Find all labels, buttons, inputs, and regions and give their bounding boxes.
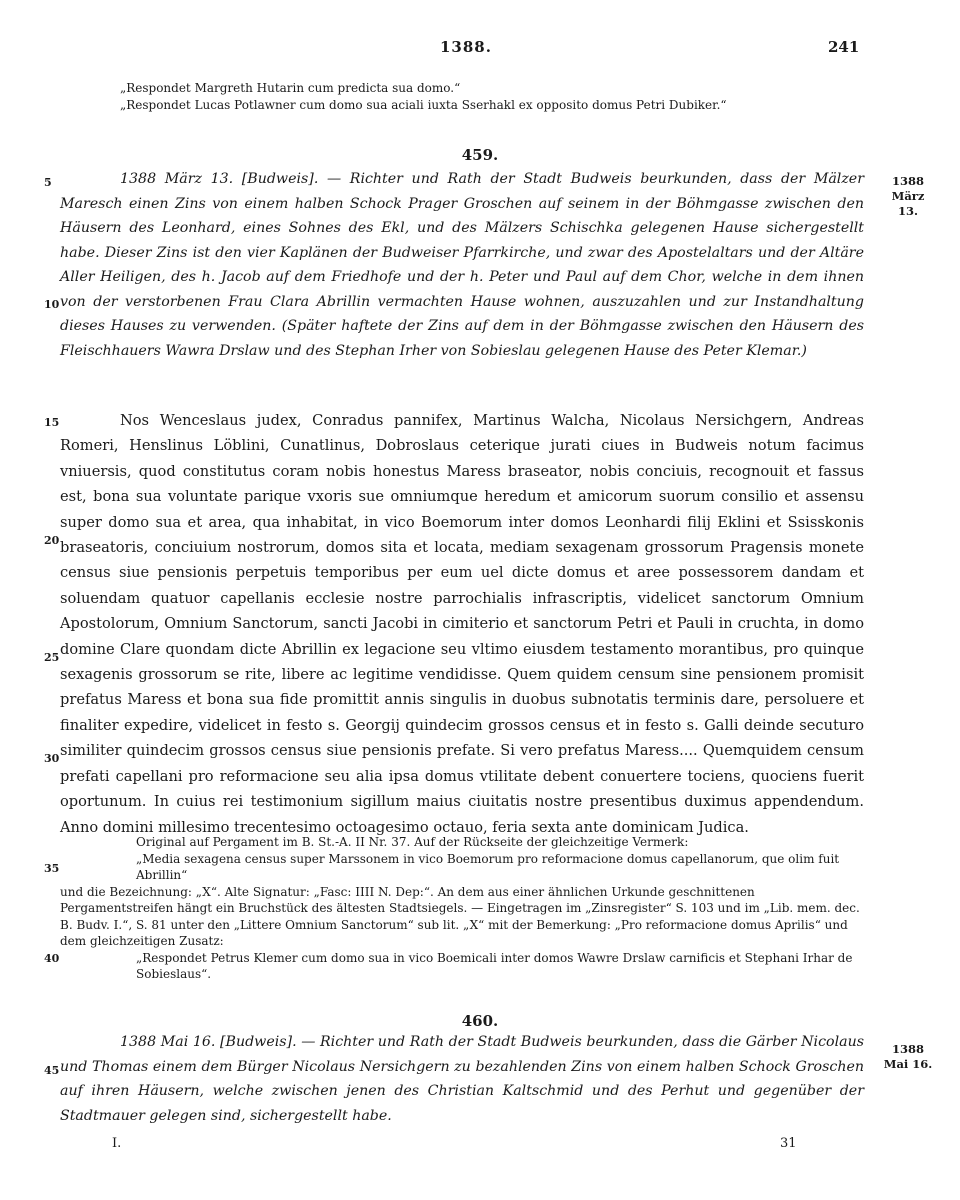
- line-number: 40: [44, 952, 60, 965]
- regest-459-text: 1388 März 13. [Budweis]. — Richter und Rath der Stadt Budweis beurkunden, dass der Mälzer Maresch einen Zins von einem halben Schock Prager Groschen auf seinem in der Böhmgasse zwischen den Häusern des Leonhard, eines Sohnes des Ekl, und des Mälzers Schischka gelegenen Hause sichergestellt habe. Dieser Zins ist den vier Kaplänen der Budweiser Pfarrkirche, und zwar des Apostelaltars und der Altäre Aller Heiligen, des h. Jacob auf dem Friedhofe und der h. Peter und Paul auf dem Chor, welche in dem ihnen von der verstorbenen Frau Clara Abrillin vermachten Hause wohnen, auszuzahlen und zur Instandhaltung dieses Hauses zu verwenden. (Später haftete der Zins auf dem in der Böhmgasse zwischen den Häusern des Fleischhauers Wawra Drslaw und des Stephan Irher von Sobieslau gelegenen Hause des Peter Klemar.): [60, 171, 864, 359]
- note-line-vermerk: „Media sexagena census super Marssonem in vico Boemorum pro reformacione domus capellanorum, que olim fuit Abrillin“: [136, 851, 840, 882]
- margin-date-459: 1388 März 13.: [891, 174, 925, 218]
- sheet-number: 31: [780, 1136, 797, 1151]
- page-header: [0, 38, 960, 60]
- signature-mark: I.: [112, 1136, 122, 1151]
- note-line-respondet: „Respondet Petrus Klemer cum domo sua in vico Boemicali inter domos Wawre Drslaw carnificis et Stephani Irhar de Sobieslaus“.: [136, 950, 853, 981]
- margin-date-460: 1388 Mai 16.: [883, 1042, 933, 1071]
- line-number: 25: [44, 651, 60, 664]
- respondet-line-2: „Respondet Lucas Potlawner cum domo sua aciali iuxta Sserhakl ex opposito domus Petri Dubiker.“: [120, 97, 727, 112]
- line-number: 5: [44, 176, 52, 189]
- regest-459: [60, 167, 864, 363]
- regest-460-text: 1388 Mai 16. [Budweis]. — Richter und Rath der Stadt Budweis beurkunden, dass die Gärber Nicolaus und Thomas einem dem Bürger Nicolaus Nersichgern zu bezahlenden Zins von einem halben Schock Groschen auf ihren Häusern, welche zwischen jenen des Christian Kaltschmid und des Perhut und gegenüber der Stadtmauer gelegen sind, sichergestellt habe.: [60, 1034, 864, 1124]
- line-number: 30: [44, 752, 60, 765]
- line-number: 35: [44, 862, 60, 875]
- archival-note-459: [60, 834, 864, 983]
- charter-459: [60, 408, 864, 840]
- line-number: 45: [44, 1064, 60, 1077]
- header-year: 1388.: [440, 38, 492, 56]
- respondet-line-1: „Respondet Margreth Hutarin cum predicta sua domo.“: [120, 81, 461, 95]
- header-page-number: 241: [828, 38, 860, 56]
- regest-460: [60, 1030, 864, 1128]
- document-number-459: 459.: [461, 146, 499, 164]
- line-number: 20: [44, 534, 60, 547]
- note-line-original: Original auf Pergament im B. St.-A. II Nr. 37. Auf der Rückseite der gleichzeitige Vermerk:: [136, 835, 689, 849]
- preceding-entry-tail: [60, 80, 864, 113]
- line-number: 10: [44, 298, 60, 311]
- note-line-bezeichnung: und die Bezeichnung: „X“. Alte Signatur: „Fasc: IIII N. Dep:“. An dem aus einer ähnlichen Urkunde geschnittenen Pergamentstreifen hängt ein Bruchstück des ältesten Stadtsiegels. — Eingetragen im „Zinsregister“ S. 103 und im „Lib. mem. dec. B. Budv. I.“, S. 81 unter den „Littere Omnium Sanctorum“ sub lit. „X“ mit der Bemerkung: „Pro reformacione domus Aprilis“ und dem gleichzeitigen Zusatz:: [60, 884, 860, 948]
- document-number-460: 460.: [461, 1012, 499, 1030]
- line-number: 15: [44, 416, 60, 429]
- charter-459-text: Nos Wenceslaus judex, Conradus pannifex, Martinus Walcha, Nicolaus Nersichgern, Andreas Romeri, Henslinus Löblini, Cunatlinus, Dobroslaus ceterique jurati ciues in Budweis notum facimus vniuersis, quod constitutus coram nobis honestus Maress braseator, nobis conciuis, recognouit et fassus est, bona sua voluntate parique vxoris sue omniumque heredum et amicorum suorum consilio et assensu super domo sua et area, qua inhabitat, in vico Boemorum inter domos Leonhardi filij Eklini et Ssisskonis braseatoris, conciuium nostrorum, domos sita et locata, mediam sexagenam grossorum Pragensis monete census siue pensionis perpetuis temporibus per eum uel dicte domus et aree possessorem dandam et soluendam quatuor capellanis ecclesie nostre parrochialis infrascriptis, videlicet sanctorum Omnium Apostolorum, Omnium Sanctorum, sancti Jacobi in cimiterio et sanctorum Petri et Pauli in cruchta, in domo domine Clare quondam dicte Abrillin ex legacione seu vltimo eiusdem testamento morantibus, pro quinque sexagenis grossorum se rite, libere ac legitime vendidisse. Quem quidem censum sine pensionem promisit prefatus Maress et bona sua fide promittit annis singulis in duobus subnotatis terminis dare, persoluere et finaliter expedire, videlicet in festo s. Georgij quindecim grossos census et in festo s. Galli deinde secuturo similiter quindecim grossos census siue pensionis prefate. Si vero prefatus Maress.... Quemquidem censum prefati capellani pro reformacione seu alia ipsa domus vtilitate debent conuertere tociens, quociens fuerit oportunum. In cuius rei testimonium sigillum maius ciuitatis nostre presentibus duximus appendendum. Anno domini millesimo trecentesimo octoagesimo octauo, feria sexta ante dominicam Judica.: [60, 412, 864, 836]
